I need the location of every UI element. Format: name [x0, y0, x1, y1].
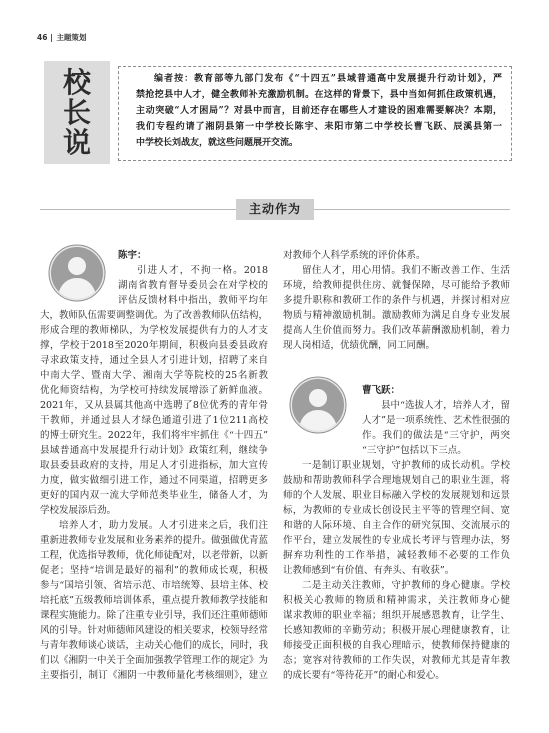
- body-text-line: 2021年，又从县属其他高中选聘了8位优秀的青年骨: [40, 400, 268, 411]
- editor-note-line: 中学校长刘战友，就这些问题展开交流。: [136, 138, 299, 148]
- body-text-line: 引进人才，不拘一格。2018: [137, 265, 268, 276]
- body-text-line: 课程实施能力。除了注重专业引导，我们还注重师德师: [40, 610, 268, 621]
- body-text-line: 对教师个人科学系统的评价体系。: [283, 250, 426, 261]
- body-text-line: 中南大学、暨南大学、湘南大学等院校的25名新教: [40, 370, 268, 381]
- body-text-line: 摒弃功利性的工作举措，减轻教师不必要的工作负: [283, 550, 510, 561]
- body-text-line: 标，为教师的专业成长创设民主平等的管理空间、宽: [283, 505, 510, 516]
- body-text-line: 和谐的人际环境、自主合作的研究氛围、交流展示的: [283, 520, 510, 531]
- person-avatar-icon: [289, 376, 347, 434]
- body-text-line: 学校发展添后劲。: [40, 505, 117, 516]
- editor-note-line: 主动突破“人才困局”？对县中而言，目前还存在哪些人才建设的困难需要解决？本期，: [136, 106, 502, 116]
- body-text-line: 积极关心教师的物质和精神需求，关注教师身心健: [283, 595, 510, 606]
- page-header: [37, 32, 86, 43]
- speaker-text: [283, 248, 510, 353]
- body-text-line: 多提升职称和教研工作的条件与机遇，并探讨相对应: [283, 295, 510, 306]
- avatar: [283, 383, 362, 458]
- avatar: [40, 248, 118, 308]
- editor-note-label: 编者按：: [154, 74, 195, 84]
- body-text-line: 促老；坚持“培训是最好的福利”的教师成长观，积极: [40, 565, 268, 576]
- body-text-line: 更好的国内双一流大学师范类毕业生，储备人才，为: [40, 490, 268, 501]
- body-text-line: 谋求教师的职业幸福；组织开展感恩教育，让学生、: [283, 610, 510, 621]
- column-title-char: 说: [62, 126, 91, 159]
- page-number: 46: [37, 33, 48, 42]
- speaker-text: [40, 263, 268, 683]
- body-text-line: 大，教师队伍需要调整调优。为了改善教师队伍结构，: [40, 310, 268, 321]
- body-text-line: 县域普通高中发展提升行动计划》政策红利，继续争: [40, 445, 268, 456]
- section-heading: 主动作为: [236, 199, 314, 220]
- speaker-block-chen-yu-continued: [283, 248, 510, 353]
- body-text-line: 风的引导。针对师德师风建设的相关要求，校领导经常: [40, 625, 268, 636]
- body-text-line: 干教师，并通过县人才绿色通道引进了1位211高校: [40, 415, 268, 426]
- body-text-line: 人才”是一项系统性、艺术性很强的: [362, 415, 510, 426]
- body-text-line: 撑，学校于2018至2020年期间，积极向县委县政府: [40, 340, 268, 351]
- body-text-line: 师的个人发展、职业目标融入学校的发展规划和远景: [283, 490, 510, 501]
- column-title-char: 长: [62, 96, 91, 129]
- body-text-line: 二是主动关注教师，守护教师的身心健康。学校: [302, 580, 510, 591]
- body-text-line: 与青年教师谈心谈话，主动关心他们的成长，同时，我: [40, 640, 268, 651]
- editor-note-line: 我们专程约请了湘阴县第一中学校长陈宇、耒阳市第二中学校长曹飞跃、辰溪县第一: [136, 122, 502, 132]
- header-divider: [51, 34, 52, 42]
- body-text-line: 物质与精神激励机制。激励教师为满足自身专业发展: [283, 310, 510, 321]
- editor-note-line: 禁抢挖县中人才，健全教师补充激励机制。在这样的背景下，县中当如何抓住政策机遇，: [136, 90, 502, 100]
- column-title-box: [44, 61, 110, 164]
- body-text-line: 作平台，建立发展性的专业成长考评与管理办法，努: [283, 535, 510, 546]
- body-text-line: 的成长要有“等待花开”的耐心和爱心。: [283, 670, 445, 681]
- body-text-line: 师接受正面积极的自我心理暗示，使教师保持健康的: [283, 640, 510, 651]
- speaker-block-cao-feiyue: [283, 383, 510, 683]
- body-text-line: 主要指引，制订《湘阴一中教师量化考核细则》，建立: [40, 670, 268, 681]
- column-title: [44, 68, 110, 158]
- body-text-line: 现人岗相适，优绩优酬，同工同酬。: [283, 340, 436, 351]
- column-title-char: 校: [62, 66, 91, 99]
- section-heading-rule-left: [40, 209, 236, 210]
- body-text-line: 环境，给教师提供住房、就餐保障，尽可能给予教师: [283, 280, 510, 291]
- body-text-line: 优化师资结构，为学校可持续发展增添了新鲜血液。: [40, 385, 268, 396]
- body-text-line: 长感知教师的辛勤劳动；积极开展心理健康教育，让: [283, 625, 510, 636]
- body-text-line: 工程，优选指导教师，优化师徒配对，以老带新，以新: [40, 550, 268, 561]
- editor-note-text: 教育部等九部门发布《“十四五”县域普通高中发展提升行动计划》，严: [194, 74, 502, 84]
- body-text-line: 提高人生价值而努力。我们改革薪酬激励机制，着力: [283, 325, 510, 336]
- body-text-line: 寻求政策支持，通过全县人才引进计划，招聘了来自: [40, 355, 268, 366]
- body-text-line: 让教师感到“有价值、有奔头、有收获”。: [283, 565, 455, 576]
- editor-note-line: [136, 71, 502, 87]
- editor-note: [136, 71, 502, 151]
- speaker-name: 陈宇：: [118, 250, 147, 261]
- section-label: 主题策划: [56, 33, 87, 42]
- body-text-line: 取县委县政府的支持，用足人才引进指标，加大宣传: [40, 460, 268, 471]
- body-text-line: 作。我们的做法是“三守护，两突: [362, 430, 510, 441]
- body-text-line: 培托底”五级教师培训体系，重点提升教师教学技能和: [40, 595, 268, 606]
- person-avatar-icon: [48, 244, 106, 302]
- body-text-line: 鼓励和帮助教师科学合理地规划自己的职业生涯，将: [283, 475, 510, 486]
- body-text-line: 力度，做实做细引进工作，通过不同渠道，招聘更多: [40, 475, 268, 486]
- body-text-line: 们以《湘阴一中关于全面加强教学管理工作的规定》为: [40, 655, 268, 666]
- body-text-line: 参与“国培引领、省培示范、市培统筹、县培主体、校: [40, 580, 268, 591]
- body-text-line: 形成合理的教师梯队，为学校发展提供有力的人才支: [40, 325, 268, 336]
- section-heading-rule-right: [314, 209, 510, 210]
- body-text-line: 一是制订职业规划，守护教师的成长动机。学校: [302, 460, 510, 471]
- speaker-name: 曹飞跃：: [362, 385, 401, 396]
- body-text-line: 湖南省教育督导委员会在对学校的: [118, 280, 268, 291]
- body-text-line: “三守护”包括以下三点。: [362, 445, 467, 456]
- body-text-line: 评估反馈材料中指出，教师平均年: [118, 295, 268, 306]
- body-text-line: 重新进教师专业发展和业务素养的提升。做强做优青蓝: [40, 535, 268, 546]
- body-text-line: 县中“选拔人才，培养人才，留: [381, 400, 510, 411]
- body-text-line: 态；宽容对待教师的工作失误，对教师尤其是青年教: [283, 655, 510, 666]
- body-text-line: 留住人才，用心用情。我们不断改善工作、生活: [302, 265, 510, 276]
- body-text-line: 的博士研究生。2022年，我们将牢牢抓住《“十四五”: [40, 430, 268, 441]
- body-text-line: 培养人才，助力发展。人才引进来之后，我们注: [59, 520, 268, 531]
- speaker-block-chen-yu: [40, 248, 268, 683]
